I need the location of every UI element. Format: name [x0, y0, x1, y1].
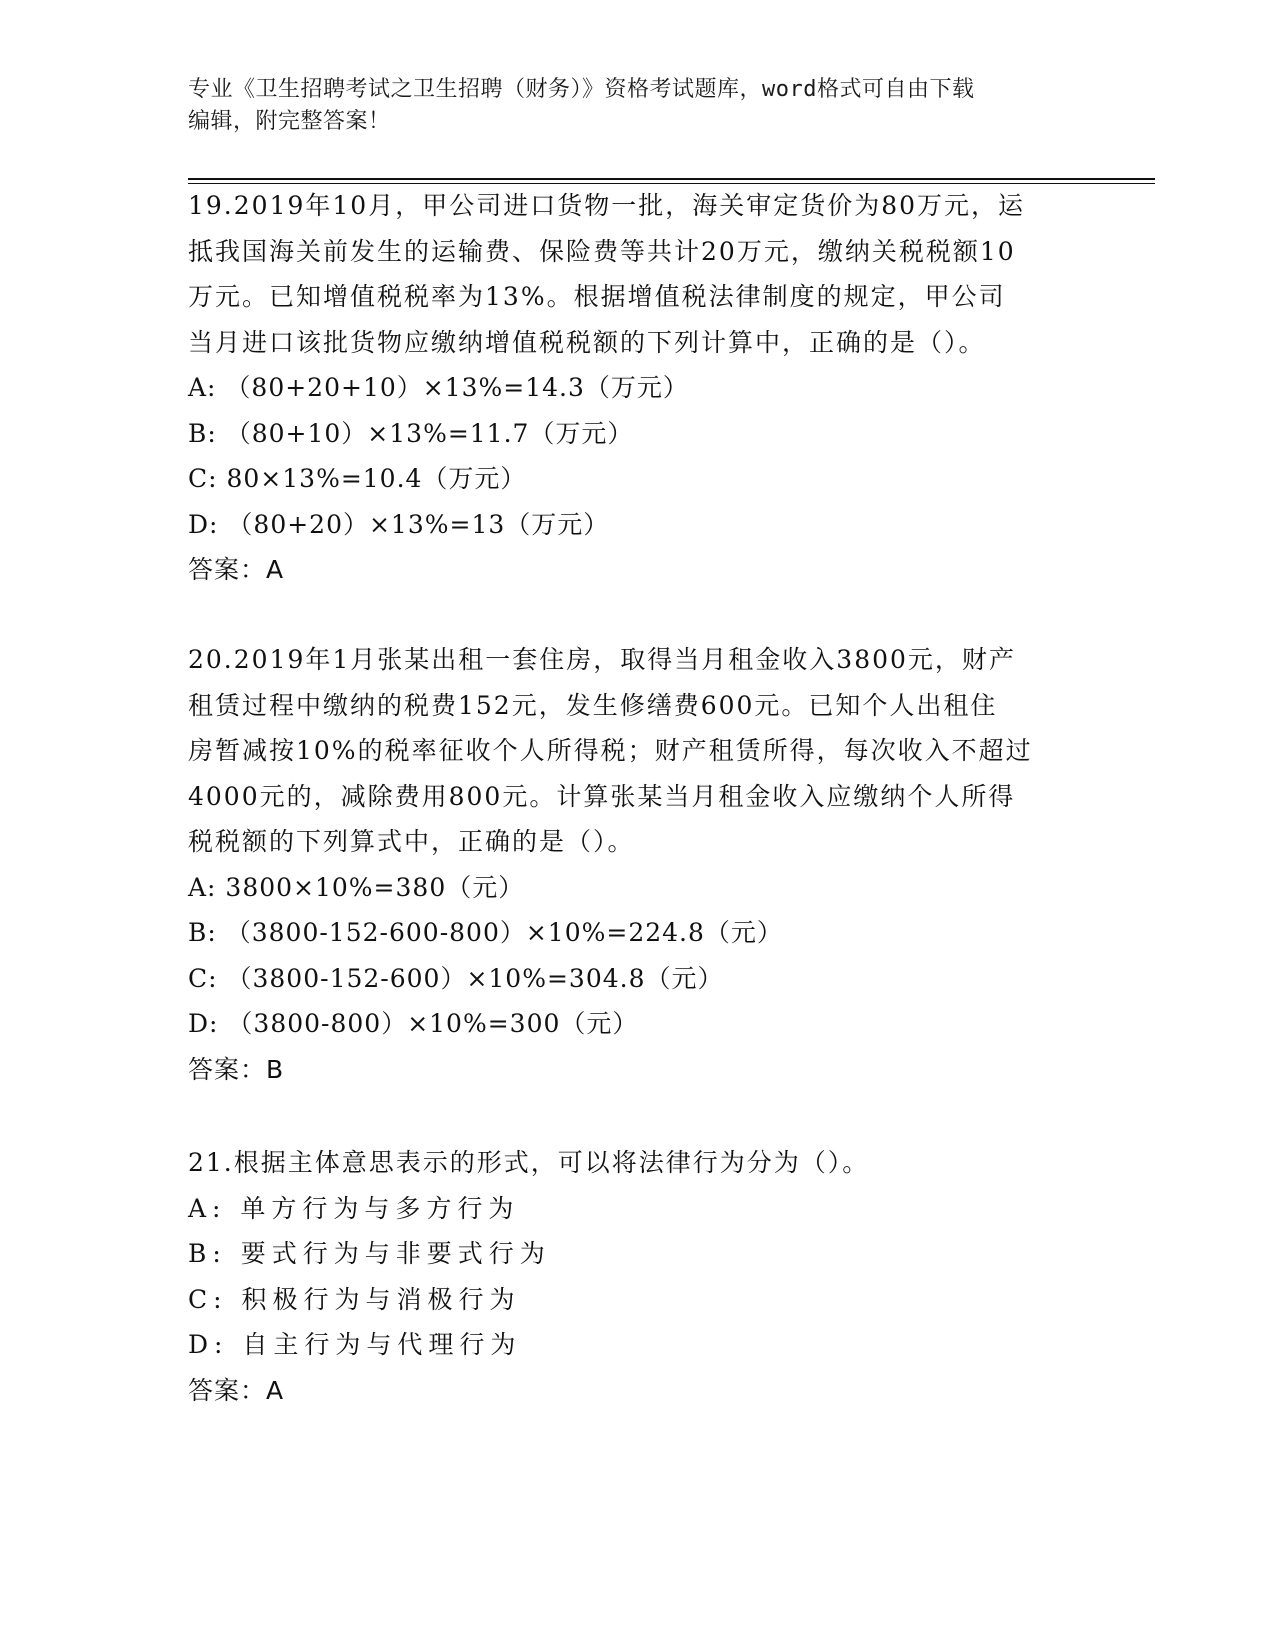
option-c: C: 80×13%=10.4（万元） — [188, 464, 527, 493]
option-d: D: （80+20）×13%=13（万元） — [188, 509, 610, 539]
header-divider-thick — [188, 178, 1155, 180]
document-header — [188, 74, 1088, 138]
question-text-line: 抵我国海关前发生的运输费、保险费等共计20万元，缴纳关税税额10 — [188, 236, 1016, 266]
option-a: A: 3800×10%=380（元） — [188, 872, 525, 902]
question-text-line: 万元。已知增值税税率为13%。根据增值税法律制度的规定，甲公司 — [188, 282, 1006, 311]
question-text-line: 20.2019年1月张某出租一套住房，取得当月租金收入3800元，财产 — [188, 645, 1016, 674]
option-a: A: 单方行为与多方行为 — [188, 1193, 520, 1223]
option-c: C: （3800-152-600）×10%=304.8（元） — [188, 963, 724, 993]
answer: 答案：A — [188, 555, 285, 584]
question-text-line: 19.2019年10月，甲公司进口货物一批，海关审定货价为80万元，运 — [188, 191, 1026, 220]
question-text-line: 当月进口该批货物应缴纳增值税税额的下列计算中，正确的是（）。 — [188, 327, 986, 357]
question-19 — [188, 183, 1088, 593]
option-b: B: （3800-152-600-800）×10%=224.8（元） — [188, 918, 783, 947]
option-d: D: 自主行为与代理行为 — [188, 1330, 522, 1359]
question-text-line: 21.根据主体意思表示的形式，可以将法律行为分为（）。 — [188, 1148, 870, 1177]
header-line-2: 编辑，附完整答案！ — [188, 109, 391, 134]
answer: 答案：B — [188, 1054, 285, 1084]
option-d: D: （3800-800）×10%=300（元） — [188, 1009, 639, 1038]
question-text-line: 4000元的，减除费用800元。计算张某当月租金收入应缴纳个人所得 — [188, 781, 1016, 811]
answer: 答案：A — [188, 1375, 285, 1405]
question-20 — [188, 637, 1088, 1092]
question-21 — [188, 1140, 1088, 1413]
header-line-1: 专业《卫生招聘考试之卫生招聘（财务）》资格考试题库，word格式可自由下载 — [188, 77, 975, 102]
question-text-line: 税税额的下列算式中，正确的是（）。 — [188, 827, 635, 856]
option-a: A: （80+20+10）×13%=14.3（万元） — [188, 373, 689, 402]
question-text-line: 房暂减按10%的税率征收个人所得税；财产租赁所得，每次收入不超过 — [188, 736, 1033, 765]
question-text-line: 租赁过程中缴纳的税费152元，发生修缮费600元。已知个人出租住 — [188, 690, 998, 720]
option-b: B: 要式行为与非要式行为 — [188, 1239, 551, 1268]
option-c: C: 积极行为与消极行为 — [188, 1284, 521, 1314]
option-b: B: （80+10）×13%=11.7（万元） — [188, 418, 634, 448]
